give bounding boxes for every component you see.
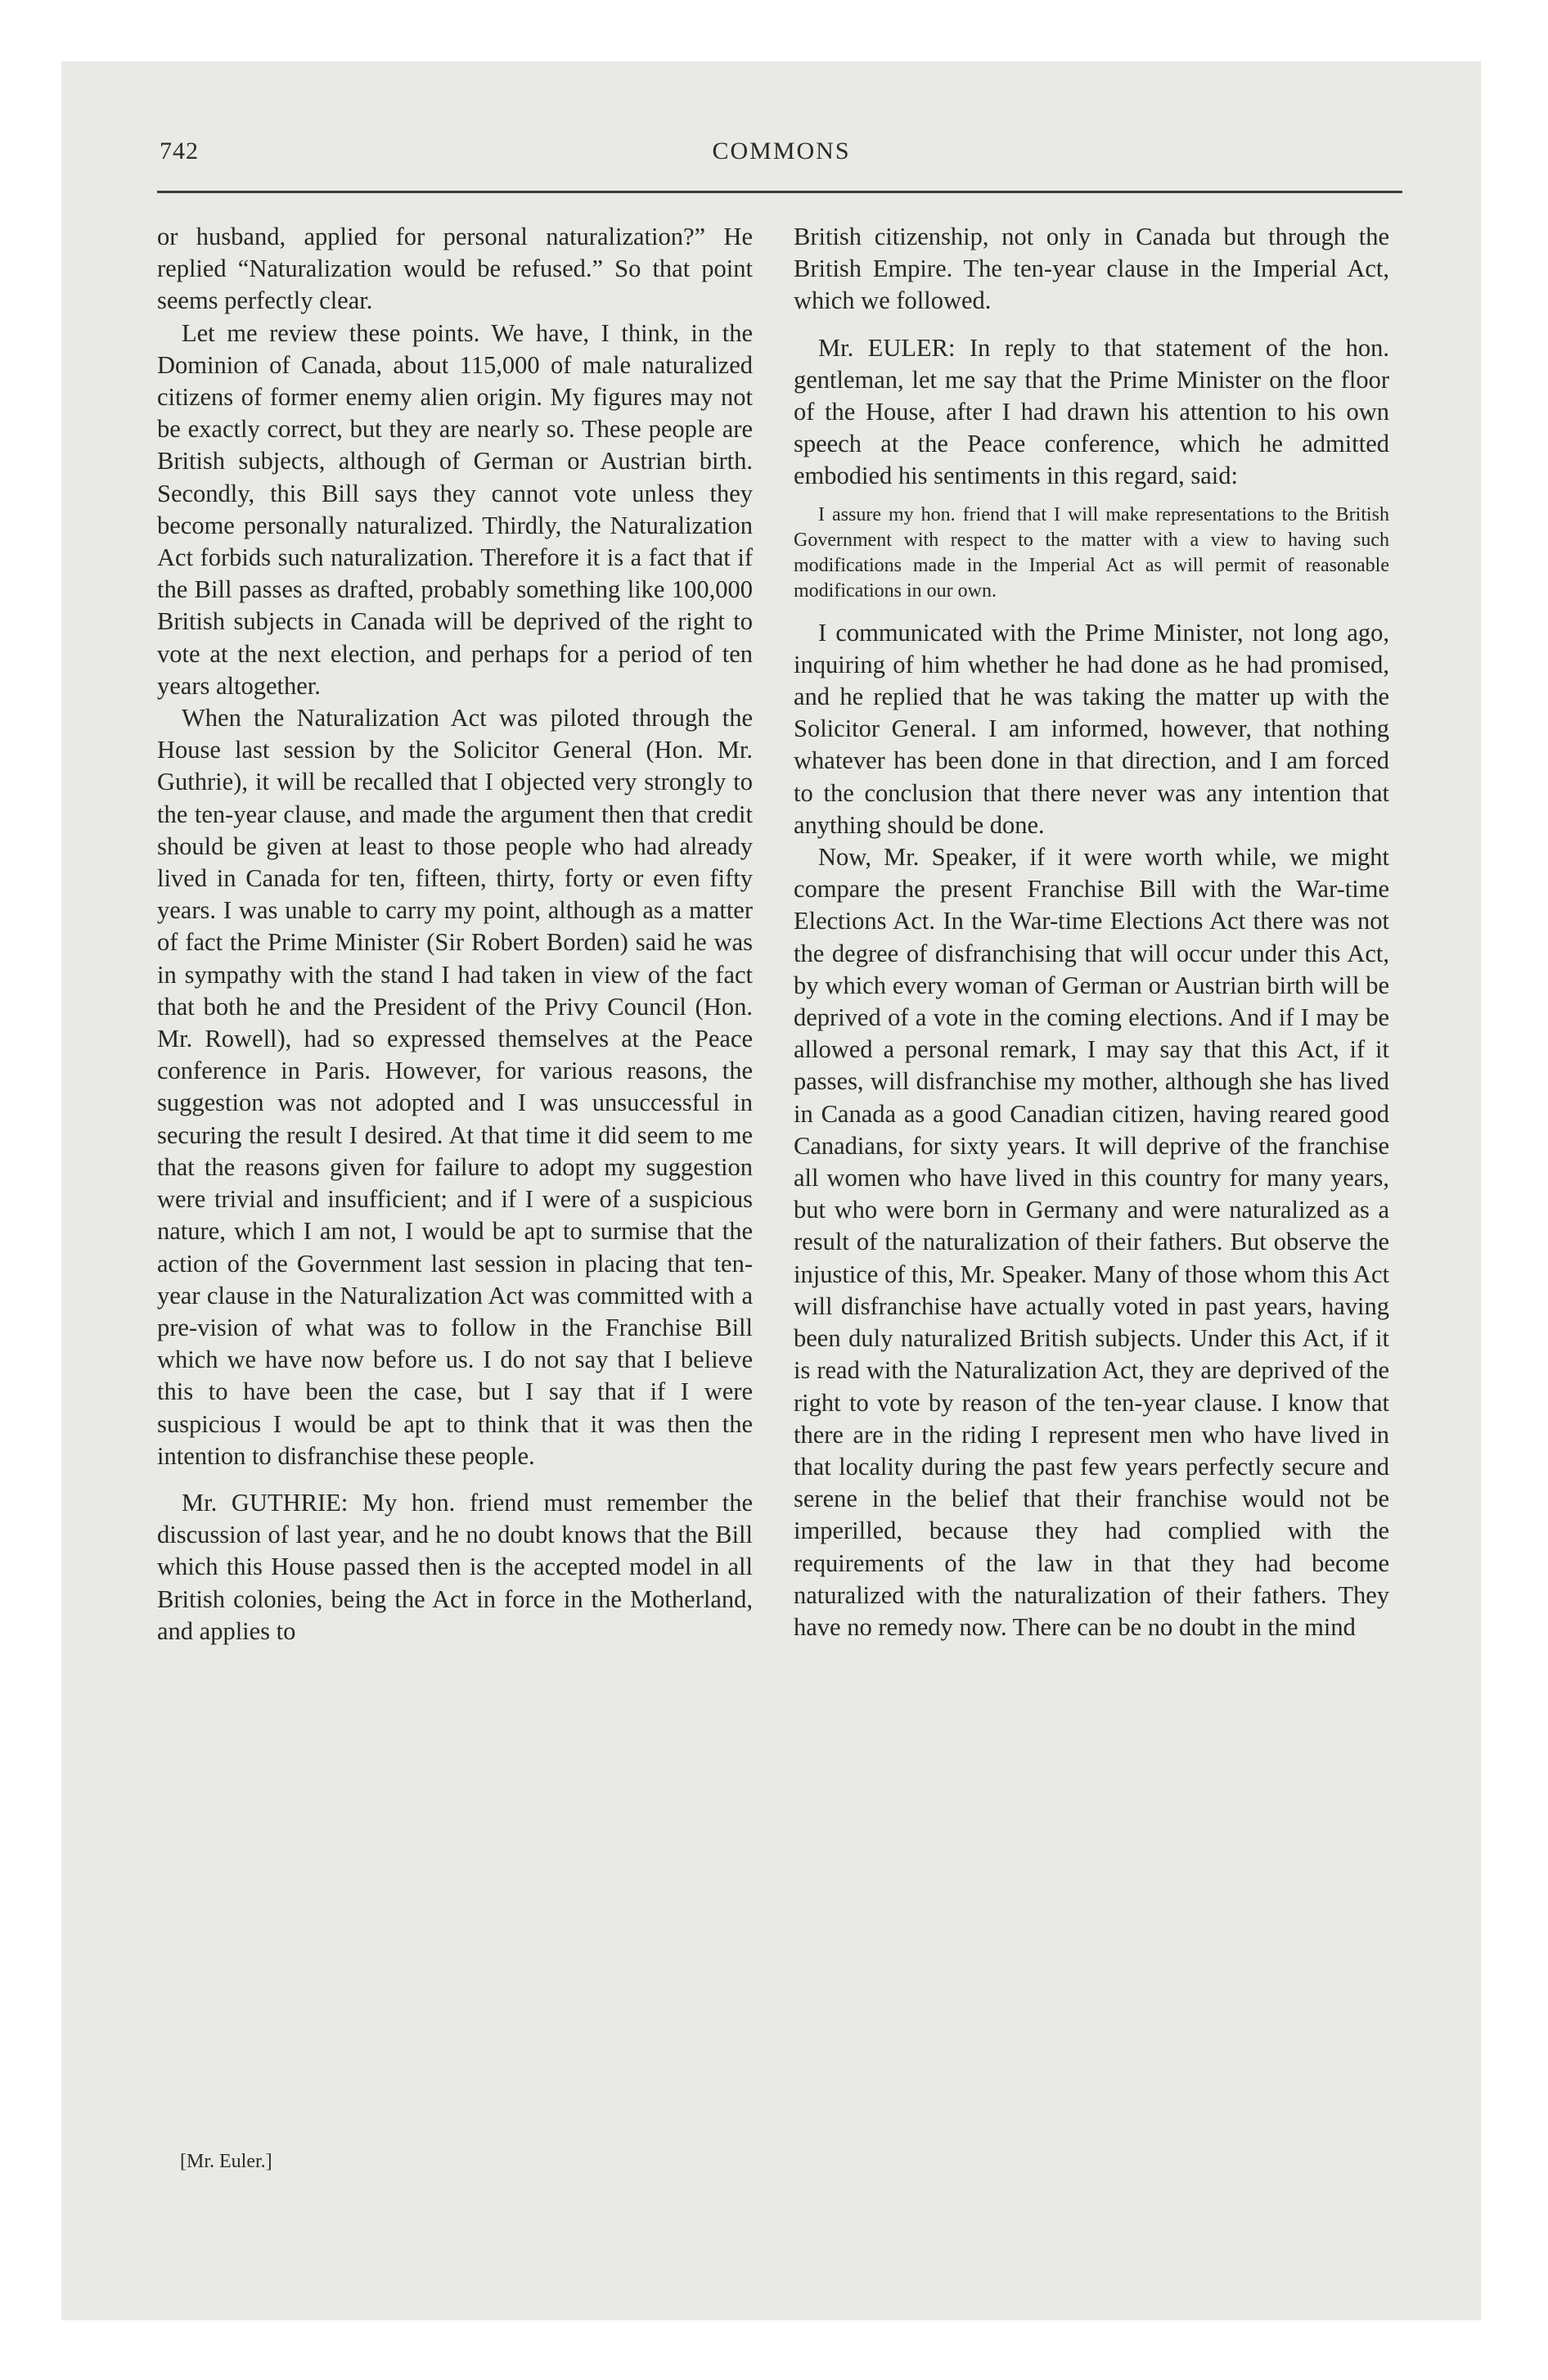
header-rule <box>157 191 1402 193</box>
left-column <box>157 221 753 1648</box>
paragraph: I communicated with the Prime Minister, not long ago, inquiring of him whether he had done as he had promised, and he replied that he was taking the matter up with the Solicitor General. I am informed, however, that nothing whatever has been done in that direction, and I am forced to the conclusion that there never was any intention that anything should be done. <box>794 618 1389 839</box>
right-column <box>794 221 1389 1643</box>
page-heading: COMMONS <box>712 137 851 165</box>
block-quote: I assure my hon. friend that I will make representations to the British Government with respect to the matter with a view to having such modifications made in the Imperial Act as will permit of reasonable modifications in our own. <box>794 503 1389 602</box>
paragraph: Mr. GUTHRIE: My hon. friend must remember the discussion of last year, and he no doubt knows that the Bill which this House passed then is the accepted model in all British colonies, being the Act in force in the Motherland, and applies to <box>157 1488 753 1645</box>
speaker-note: [Mr. Euler.] <box>180 2151 272 2172</box>
paragraph: British citizenship, not only in Canada but through the British Empire. The ten-year clause in the Imperial Act, which we followed. <box>794 223 1389 315</box>
paragraph: Mr. EULER: In reply to that statement of the hon. gentleman, let me say that the Prime Minister on the floor of the House, after I had drawn his attention to his own speech at the Peace conference, which he admitted embodied his sentiments in this regard, said: <box>794 333 1389 490</box>
paragraph: When the Naturalization Act was piloted through the House last session by the Solicitor General (Hon. Mr. Guthrie), it will be recalled that I objected very strongly to the ten-year clause, and made the argument then that credit should be given at least to those people who had already lived in Canada for ten, fifteen, thirty, forty or even fifty years. I was unable to carry my point, although as a matter of fact the Prime Minister (Sir Robert Borden) said he was in sympathy with the stand I had taken in view of the fact that both he and the President of the Privy Council (Hon. Mr. Rowell), had so expressed themselves at the Peace conference in Paris. However, for various reasons, the suggestion was not adopted and I was unsuccessful in securing the result I desired. At that time it did seem to me that the reasons given for failure to adopt my suggestion were trivial and insufficient; and if I were of a suspicious nature, which I am not, I would be apt to surmise that the action of the Government last session in placing that ten-year clause in the Naturalization Act was committed with a pre-vision of what was to follow in the Franchise Bill which we have now before us. I do not say that I believe this to have been the case, but I say that if I were suspicious I would be apt to think that it was then the intention to disfranchise these people. <box>157 704 753 1470</box>
paragraph: Let me review these points. We have, I think, in the Dominion of Canada, about 115,000 of male naturalized citizens of former enemy alien origin. My figures may not be exactly correct, but they are nearly so. These people are British subjects, although of German or Austrian birth. Secondly, this Bill says they cannot vote unless they become personally naturalized. Thirdly, the Naturalization Act forbids such naturalization. Therefore it is a fact that if the Bill passes as drafted, probably something like 100,000 British subjects in Canada will be deprived of the right to vote at the next election, and perhaps for a period of ten years altogether. <box>157 318 753 700</box>
paragraph: or husband, applied for personal naturalization?” He replied “Naturalization would be refused.” So that point seems perfectly clear. <box>157 223 753 315</box>
page-number: 742 <box>160 137 199 165</box>
page-header <box>160 137 1403 170</box>
paragraph: Now, Mr. Speaker, if it were worth while, we might compare the present Franchise Bill with the War-time Elections Act. In the War-time Elections Act there was not the degree of disfranchising that will occur under this Act, by which every woman of German or Austrian birth will be deprived of a vote in the coming elections. And if I may be allowed a personal remark, I may say that this Act, if it passes, will disfranchise my mother, although she has lived in Canada as a good Canadian citizen, having reared good Canadians, for sixty years. It will deprive of the franchise all women who have lived in this country for many years, but who were born in Germany and were naturalized as a result of the naturalization of their fathers. But observe the injustice of this, Mr. Speaker. Many of those whom this Act will disfranchise have actually voted in past years, having been duly naturalized British subjects. Under this Act, if it is read with the Naturalization Act, they are deprived of the right to vote by reason of the ten-year clause. I know that there are in the riding I represent men who have lived in that locality during the past few years perfectly secure and serene in the belief that their franchise would not be imperilled, because they had complied with the requirements of the law in that they had become naturalized with the naturalization of their fathers. They have no remedy now. There can be no doubt in the mind <box>794 843 1389 1641</box>
